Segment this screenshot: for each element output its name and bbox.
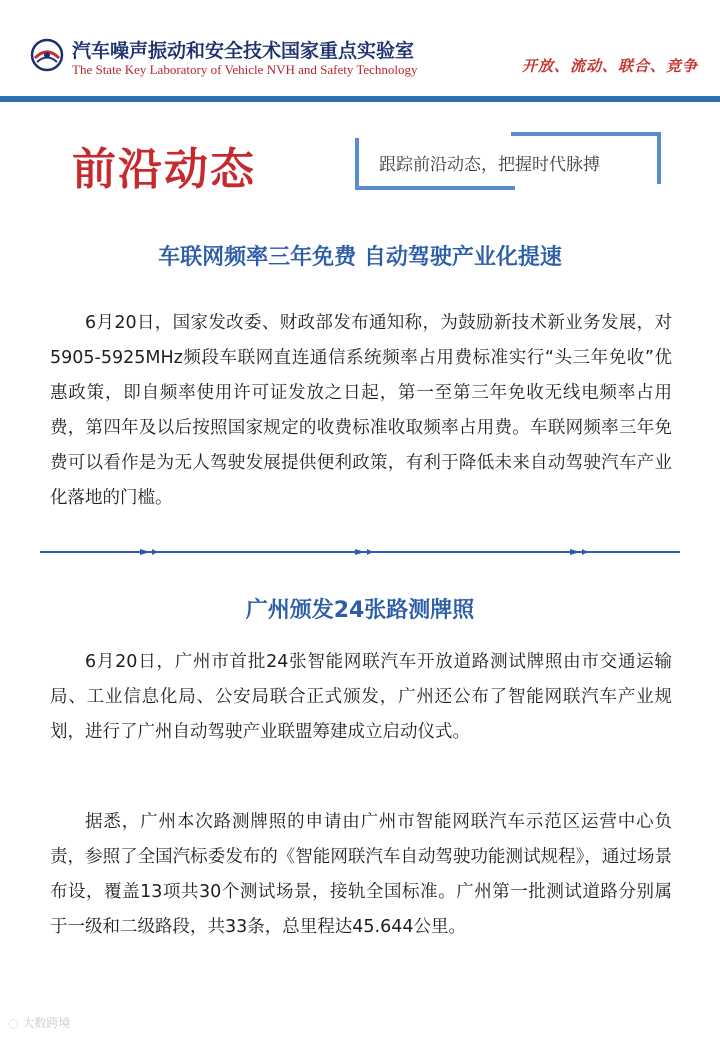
lab-name-cn: 汽车噪声振动和安全技术国家重点实验室	[72, 40, 415, 62]
page-header	[0, 0, 720, 96]
section-title: 前沿动态	[72, 144, 256, 195]
article-paragraph: 据悉，广州本次路测牌照的申请由广州市智能网联汽车示范区运营中心负责，参照了全国汽标委发布的《智能网联汽车自动驾驶功能测试规程》，通过场景布设，覆盖13项共30个测试场景，接轨全国标准。广州第一批测试道路分别属于一级和二级路段，共33条，总里程达45.644公里。	[50, 812, 672, 937]
article-paragraph: 6月20日，国家发改委、财政部发布通知称，为鼓励新技术新业务发展，对5905-5925MHz频段车联网直连通信系统频率占用费标准实行“头三年免收”优惠政策，即自频率使用许可证发放之日起，第一至第三年免收无线电频率占用费，第四年及以后按照国家规定的收费标准收取频率占用费。车联网频率三年免费可以看作是为无人驾驶发展提供便利政策，有利于降低未来自动驾驶汽车产业化落地的门槛。	[50, 313, 672, 508]
article-headline: 车联网频率三年免费 自动驾驶产业化提速	[158, 245, 562, 270]
lab-name-en: The State Key Laboratory of Vehicle NVH and Safety Technology	[72, 62, 418, 77]
header-divider-bar	[0, 96, 720, 102]
watermark-text: 大数跨境	[22, 1016, 71, 1030]
lab-slogan: 开放、流动、联合、竞争	[521, 57, 698, 75]
lab-emblem-icon	[30, 38, 64, 72]
article-paragraph: 6月20日，广州市首批24张智能网联汽车开放道路测试牌照由市交通运输局、工业信息化局、公安局联合正式颁发，广州还公布了智能网联汽车产业规划，进行了广州自动驾驶产业联盟筹建成立启动仪式。	[50, 652, 672, 742]
tagline-frame	[355, 138, 661, 190]
article-headline: 广州颁发24张路测牌照	[245, 598, 475, 623]
section-divider	[40, 549, 680, 555]
watermark-icon: ◌	[8, 1016, 19, 1030]
section-tagline: 跟踪前沿动态，把握时代脉搏	[379, 155, 600, 175]
watermark	[8, 1014, 70, 1031]
